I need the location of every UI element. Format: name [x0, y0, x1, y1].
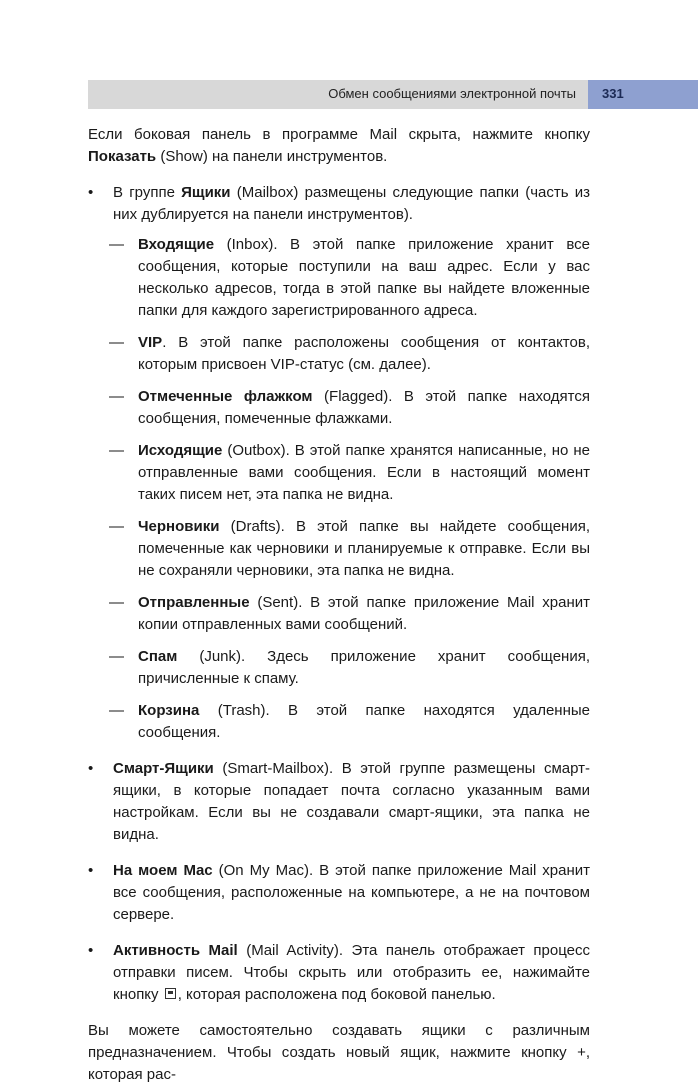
bullet-marker: •	[88, 760, 94, 777]
dash-marker: —	[109, 388, 124, 405]
running-header	[88, 80, 588, 109]
dash-marker: —	[109, 442, 124, 459]
bullet-marker: •	[88, 184, 94, 201]
mailbox-item-drafts: — Черновики (Drafts). В этой папке вы найдете сообщения, помеченные как черновики и планируемые к отправке. Если вы не сохраняли черновики, эта папка не видна.	[109, 518, 590, 579]
bullet-smart-mailboxes: • Смарт-Ящики (Smart-Mailbox). В этой группе размещены смарт-ящики, в которые попадает почта согласно указанным вами настройкам. Если вы не создавали смарт-ящики, эта папка не видна.	[88, 760, 590, 843]
dash-marker: —	[109, 236, 124, 253]
mailbox-item-inbox: — Входящие (Inbox). В этой папке приложение хранит все сообщения, которые поступили на ваш адрес. Если у вас несколько адресов, тогда в этой папке вы найдете вложенные папки для каждого зарегистрированного адреса.	[109, 236, 590, 319]
bullet-on-my-mac: • На моем Mac (On My Mac). В этой папке приложение Mail хранит все сообщения, расположенные на компьютере, а не на почтовом сервере.	[88, 862, 590, 923]
mailbox-item-sent: — Отправленные (Sent). В этой папке приложение Mail хранит копии отправленных вами сообщений.	[109, 594, 590, 633]
activity-toggle-icon	[165, 988, 176, 999]
mailbox-item-vip: — VIP. В этой папке расположены сообщения от контактов, которым присвоен VIP-статус (см. далее).	[109, 334, 590, 373]
bullet-marker: •	[88, 942, 94, 959]
bullet-marker: •	[88, 862, 94, 879]
dash-marker: —	[109, 594, 124, 611]
mailbox-item-junk: — Спам (Junk). Здесь приложение хранит сообщения, причисленные к спаму.	[109, 648, 590, 687]
plus-icon: +	[577, 1044, 586, 1061]
intro-paragraph: Если боковая панель в программе Mail скрыта, нажмите кнопку Показать (Show) на панели инструментов.	[88, 126, 590, 165]
dash-marker: —	[109, 702, 124, 719]
dash-marker: —	[109, 648, 124, 665]
bullet-mailboxes: • В группе Ящики (Mailbox) размещены следующие папки (часть из них дублируется на панели инструментов).	[88, 184, 590, 223]
bullet-mail-activity: • Активность Mail (Mail Activity). Эта панель отображает процесс отправки писем. Чтобы скрыть или отобразить ее, нажимайте кнопку , которая расположена под боковой панелью.	[88, 942, 590, 1003]
mailbox-item-outbox: — Исходящие (Outbox). В этой папке хранятся написанные, но не отправленные вами сообщения. Если в настоящий момент таких писем нет, эта папка не видна.	[109, 442, 590, 503]
dash-marker: —	[109, 334, 124, 351]
chapter-title: Обмен сообщениями электронной почты	[328, 86, 576, 101]
outro-paragraph: Вы можете самостоятельно создавать ящики с различным предназначением. Чтобы создать новый ящик, нажмите кнопку +, которая рас-	[88, 1022, 590, 1083]
page-number-box	[588, 80, 698, 109]
mailbox-item-flagged: — Отмеченные флажком (Flagged). В этой папке находятся сообщения, помеченные флажками.	[109, 388, 590, 427]
page-number: 331	[602, 86, 624, 101]
page-body	[88, 124, 590, 1086]
dash-marker: —	[109, 518, 124, 535]
mailbox-item-trash: — Корзина (Trash). В этой папке находятся удаленные сообщения.	[109, 702, 590, 741]
